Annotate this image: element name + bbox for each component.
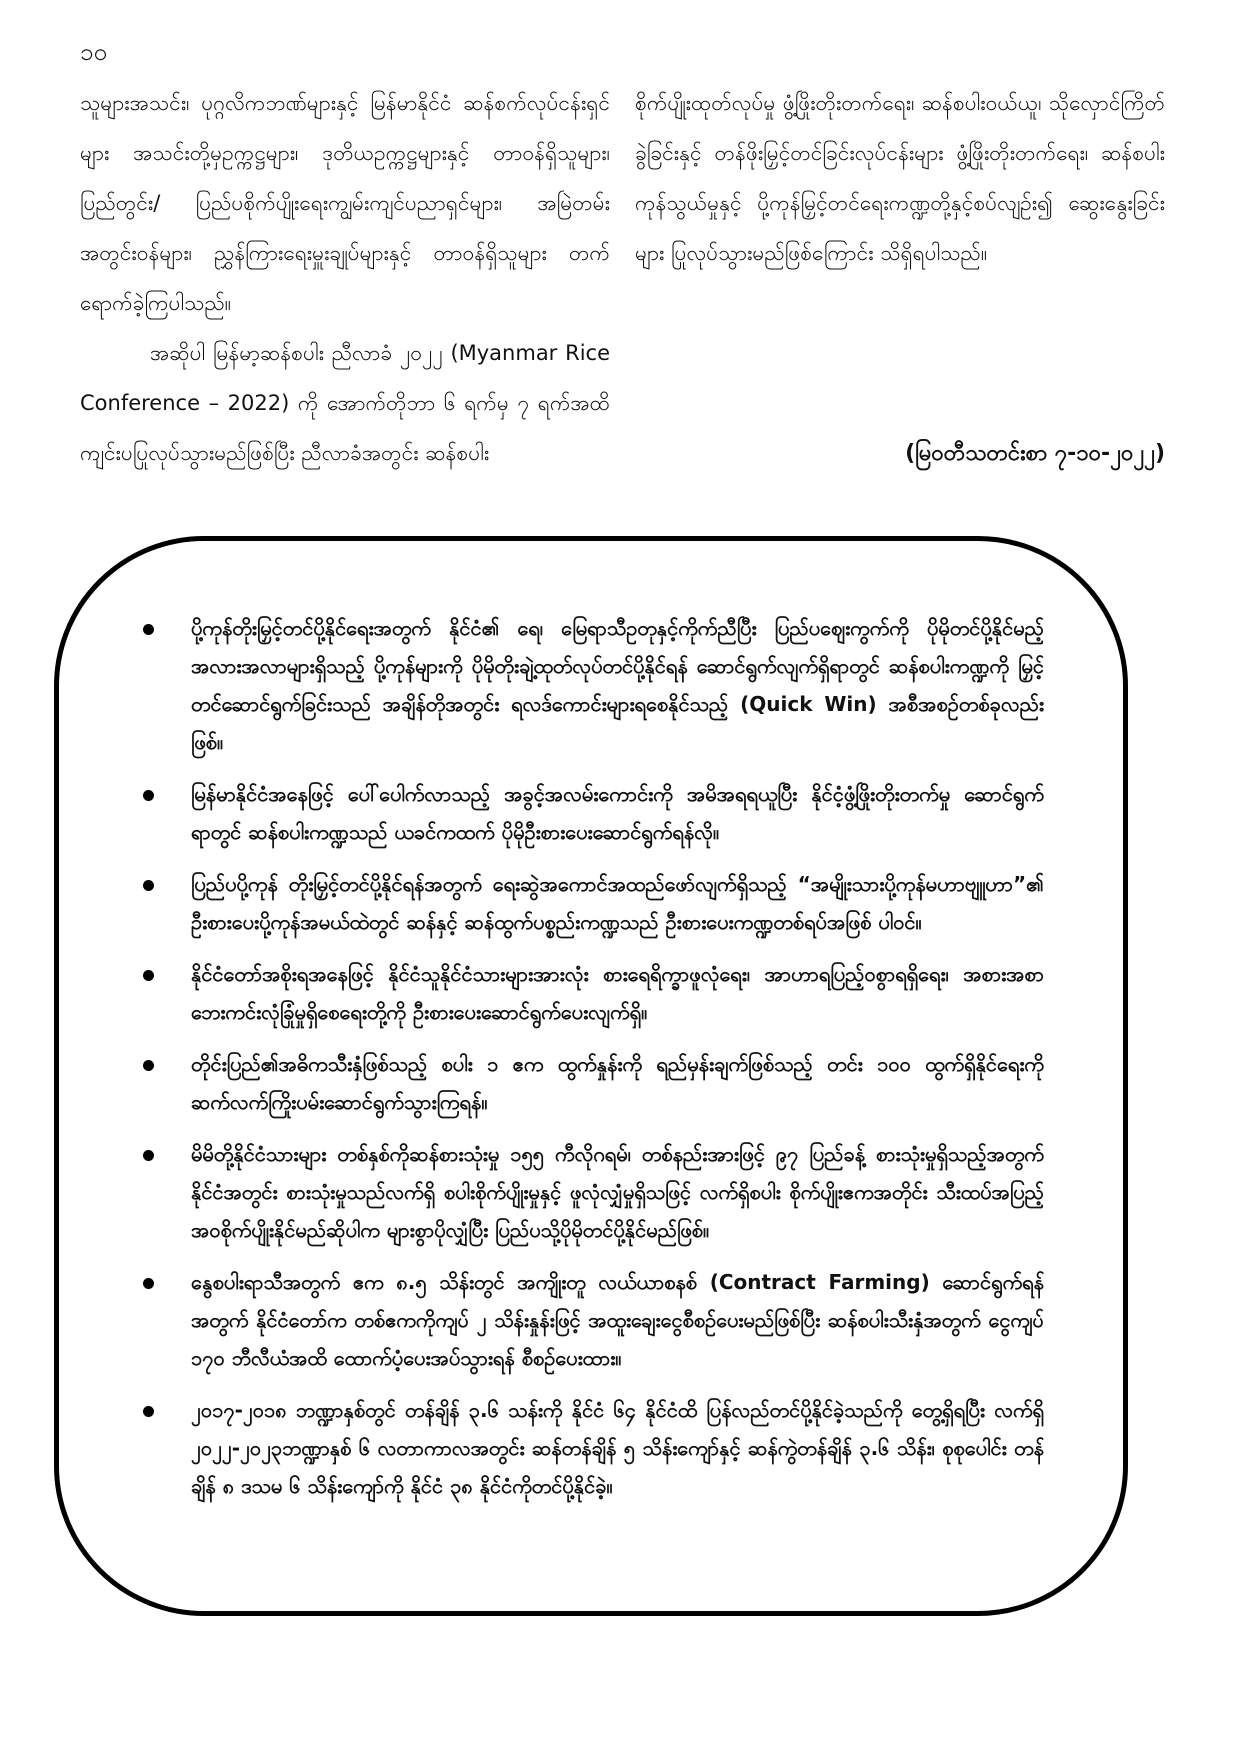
list-item-text: မြန်မာနိုင်ငံအနေဖြင့် ပေါ်ပေါက်လာသည့် အခွင့်အလမ်းကောင်းကို အမိအရရယူပြီး နိုင်ငံ့ဖွံ့ဖြိုးတိုးတက်မှု ဆောင်ရွက်ရာတွင် ဆန်စပါးကဏ္ဍသည် ယခင်ကထက် ပိုမိုဦးစားပေးဆောင်ရွက်ရန်လို။ xyxy=(191,782,1044,844)
list-item xyxy=(139,775,1044,851)
news-source-citation: (မြဝတီသတင်းစာ ၇-၁၀-၂၀၂၂) xyxy=(905,441,1165,466)
list-item xyxy=(139,1263,1044,1377)
bullet-icon xyxy=(143,790,154,801)
article-columns xyxy=(80,78,1165,478)
article-paragraph: သူများအသင်း၊ ပုဂ္ဂလိကဘဏ်များနှင့် မြန်မာနိုင်ငံ ဆန်စက်လုပ်ငန်းရှင်များ အသင်းတို့မှဥက္ကဋ္ဌများ၊ ဒုတိယဥက္ကဋ္ဌများနှင့် တာဝန်ရှိသူများ၊ ပြည်တွင်း/ ပြည်ပစိုက်ပျိုးရေးကျွမ်းကျင်ပညာရှင်များ၊ အမြဲတမ်းအတွင်းဝန်များ၊ ညွှန်ကြားရေးမှူးချုပ်များနှင့် တာဝန်ရှိသူများ တက်ရောက်ခဲ့ကြပါသည်။ xyxy=(80,91,610,315)
list-item-text: နိုင်ငံတော်အစိုးရအနေဖြင့် နိုင်ငံသူနိုင်ငံသားများအားလုံး စားရေရိက္ခာဖူလုံရေး၊ အာဟာရပြည့်ဝစွာရရှိရေး၊ အစားအစာဘေးကင်းလုံခြုံမှုရှိစေရေးတို့ကို ဦးစားပေးဆောင်ရွက်ပေးလျက်ရှိ။ xyxy=(191,962,1044,1024)
list-item xyxy=(139,609,1044,761)
list-item-text: ပြည်ပပို့ကုန် တိုးမြှင့်တင်ပို့နိုင်ရန်အတွက် ရေးဆွဲအကောင်အထည်ဖော်လျက်ရှိသည့် “အမျိုးသားပို့ကုန်မဟာဗျူဟာ”၏ ဦးစားပေးပို့ကုန်အမယ်ထဲတွင် ဆန်နှင့် ဆန်ထွက်ပစ္စည်းကဏ္ဍသည် ဦးစားပေးကဏ္ဍတစ်ရပ်အဖြစ် ပါဝင်။ xyxy=(191,872,1044,934)
article-paragraph: အဆိုပါ မြန်မာ့ဆန်စပါး ညီလာခံ ၂၀၂၂ (Myanmar Rice Conference – 2022) ကို အောက်တိုဘာ ၆ ရက်မှ ၇ ရက်အထိ ကျင်းပပြုလုပ်သွားမည်ဖြစ်ပြီး ညီလာခံအတွင်း ဆန်စပါး xyxy=(80,341,610,465)
bullet-icon xyxy=(143,624,154,635)
bullet-icon xyxy=(143,1278,154,1289)
bullet-icon xyxy=(143,1150,154,1161)
highlights-list xyxy=(139,609,1044,1519)
page-number: ၁၀ xyxy=(80,38,107,66)
list-item xyxy=(139,1135,1044,1249)
list-item-text: တိုင်းပြည်၏အဓိကသီးနှံဖြစ်သည့် စပါး ၁ ဧက ထွက်နှုန်းကို ရည်မှန်းချက်ဖြစ်သည့် တင်း ၁၀၀ ထွက်ရှိနိုင်ရေးကို ဆက်လက်ကြိုးပမ်းဆောင်ရွက်သွားကြရန်။ xyxy=(191,1052,1044,1114)
list-item-text: ပို့ကုန်တိုးမြှင့်တင်ပို့နိုင်ရေးအတွက် နိုင်ငံ၏ ရေ၊ မြေရာသီဥတုနှင့်ကိုက်ညီပြီး ပြည်ပဈေးကွက်ကို ပိုမိုတင်ပို့နိုင်မည့် အလားအလာများရှိသည့် ပို့ကုန်များကို ပိုမိုတိုးချဲ့ထုတ်လုပ်တင်ပို့နိုင်ရန် ဆောင်ရွက်လျက်ရှိရာတွင် ဆန်စပါးကဏ္ဍကို မြှင့်တင်ဆောင်ရွက်ခြင်းသည် အချိန်တိုအတွင်း ရလဒ်ကောင်းများရစေနိုင်သည့် (Quick Win) အစီအစဉ်တစ်ခုလည်းဖြစ်။ xyxy=(191,616,1044,754)
article-paragraph: စိုက်ပျိုးထုတ်လုပ်မှု ဖွံ့ဖြိုးတိုးတက်ရေး၊ ဆန်စပါးဝယ်ယူ၊ သိုလှောင်ကြိတ်ခွဲခြင်းနှင့် တန်ဖိုးမြှင့်တင်ခြင်းလုပ်ငန်းများ ဖွံ့ဖြိုးတိုးတက်ရေး၊ ဆန်စပါးကုန်သွယ်မှုနှင့် ပို့ကုန်မြှင့်တင်ရေးကဏ္ဍတို့နှင့်စပ်လျဉ်း၍ ဆွေးနွေးခြင်းများ ပြုလုပ်သွားမည်ဖြစ်ကြောင်း သိရှိရပါသည်။ xyxy=(635,91,1165,265)
list-item-text: ၂၀၁၇-၂၀၁၈ ဘဏ္ဍာနှစ်တွင် တန်ချိန် ၃.၆ သန်းကို နိုင်ငံ ၆၄ နိုင်ငံထိ ပြန်လည်တင်ပို့နိုင်ခဲ့သည်ကို တွေ့ရှိရပြီး လက်ရှိ ၂၀၂၂-၂၀၂၃ဘဏ္ဍာနှစ် ၆ လတာကာလအတွင်း ဆန်တန်ချိန် ၅ သိန်းကျော်နှင့် ဆန်ကွဲတန်ချိန် ၃.၆ သိန်း၊ စုစုပေါင်း တန်ချိန် ၈ ဒသမ ၆ သိန်းကျော်ကို နိုင်ငံ ၃၈ နိုင်ငံကိုတင်ပို့နိုင်ခဲ့။ xyxy=(191,1398,1044,1498)
bullet-icon xyxy=(143,1406,154,1417)
list-item xyxy=(139,955,1044,1031)
bullet-icon xyxy=(143,970,154,981)
bullet-icon xyxy=(143,1060,154,1071)
list-item xyxy=(139,865,1044,941)
article-left-column xyxy=(80,78,610,478)
list-item-text: မိမိတို့နိုင်ငံသားများ တစ်နှစ်ကိုဆန်စားသုံးမှု ၁၅၅ ကီလိုဂရမ်၊ တစ်နည်းအားဖြင့် ၉၇ ပြည်ခန့် စားသုံးမှုရှိသည့်အတွက် နိုင်ငံအတွင်း စားသုံးမှုသည်လက်ရှိ စပါးစိုက်ပျိုးမှုနှင့် ဖူလုံလျှံမှုရှိသဖြင့် လက်ရှိစပါး စိုက်ပျိုးဧကအတိုင်း သီးထပ်အပြည့် အဝစိုက်ပျိုးနိုင်မည်ဆိုပါက များစွာပိုလျှံပြီး ပြည်ပသို့ပိုမိုတင်ပို့နိုင်မည်ဖြစ်။ xyxy=(191,1142,1044,1242)
list-item-text: နွေစပါးရာသီအတွက် ဧက ၈.၅ သိန်းတွင် အကျိုးတူ လယ်ယာစနစ် (Contract Farming) ဆောင်ရွက်ရန်အတွက် နိုင်ငံတော်က တစ်ဧကကိုကျပ် ၂ သိန်းနှုန်းဖြင့် အထူးချေးငွေစီစဉ်ပေးမည်ဖြစ်ပြီး ဆန်စပါးသီးနှံအတွက် ငွေကျပ် ၁၇၀ ဘီလီယံအထိ ထောက်ပံ့ပေးအပ်သွားရန် စီစဉ်ပေးထား။ xyxy=(191,1270,1044,1370)
list-item xyxy=(139,1391,1044,1505)
list-item xyxy=(139,1045,1044,1121)
article-right-column xyxy=(635,78,1165,278)
bullet-icon xyxy=(143,880,154,891)
highlights-box xyxy=(54,536,1128,1616)
